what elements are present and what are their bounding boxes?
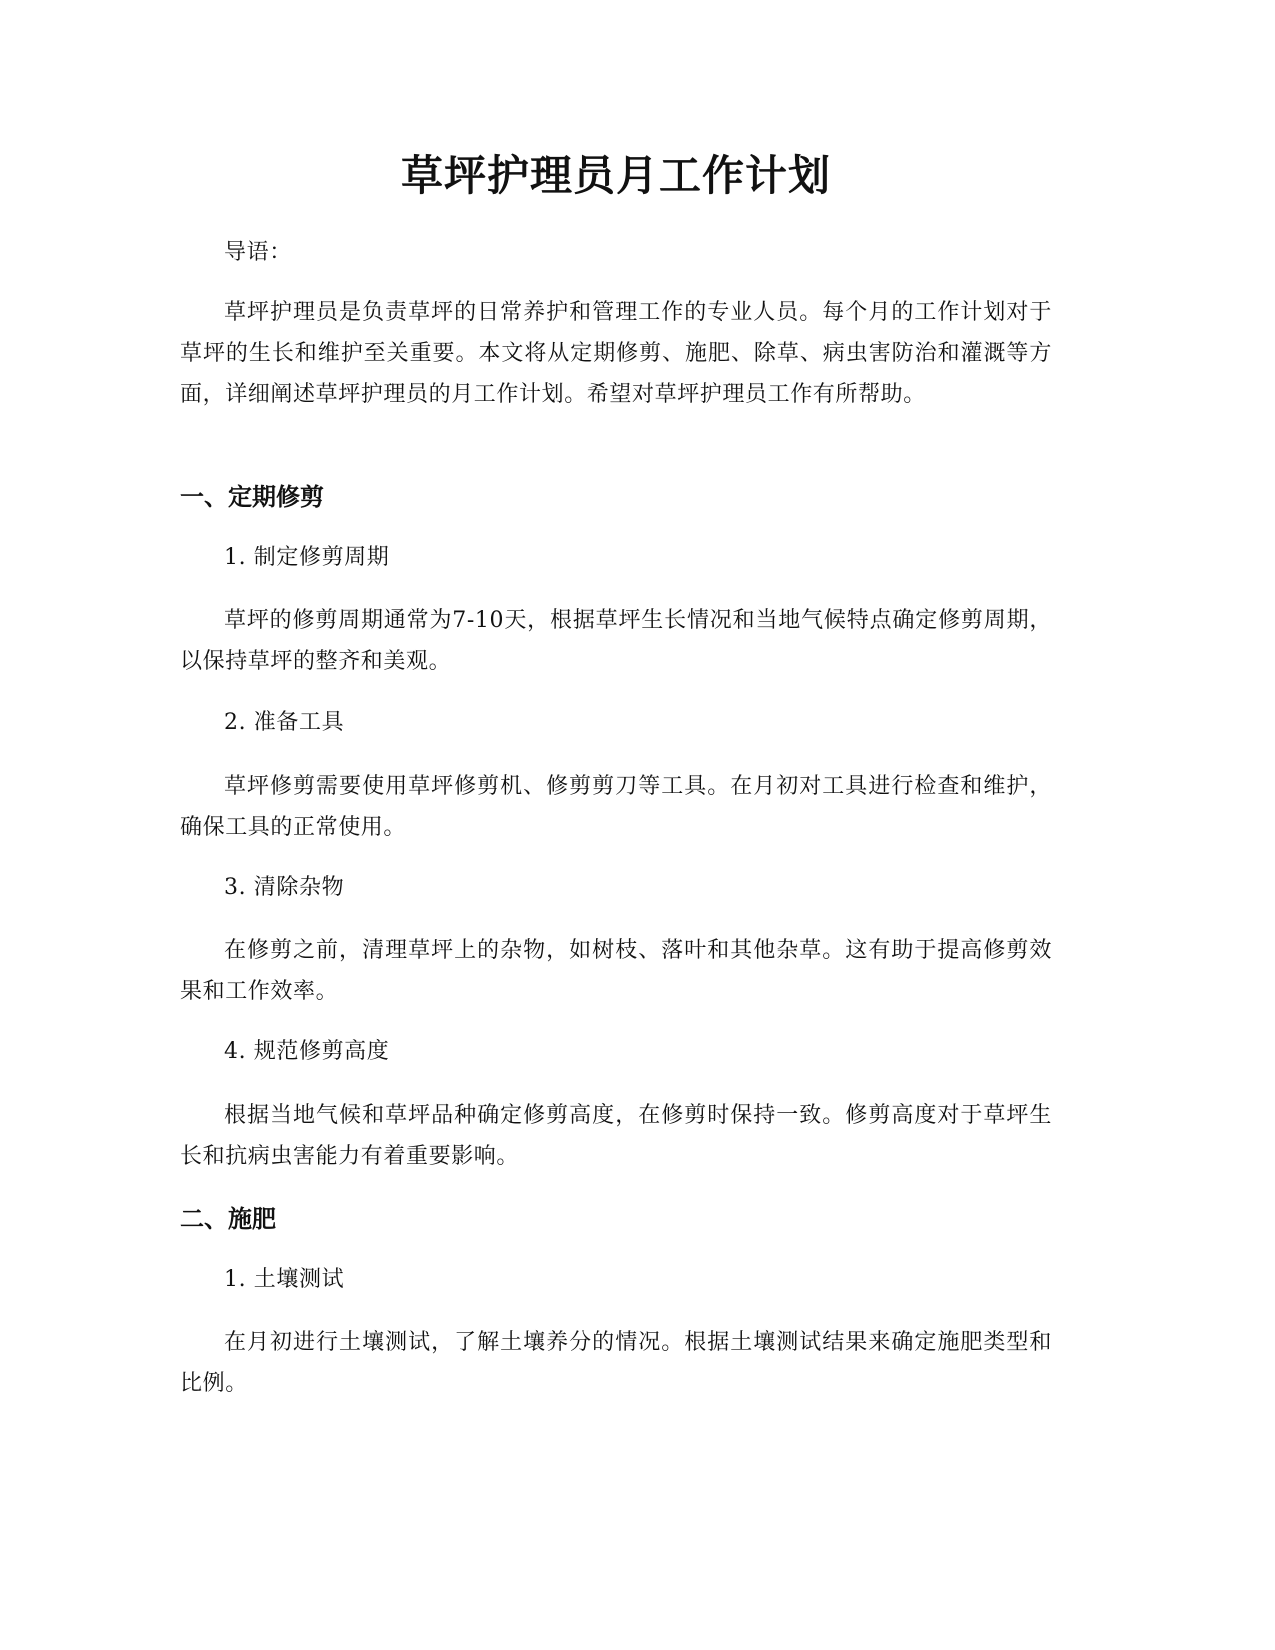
intro-paragraph: 草坪护理员是负责草坪的日常养护和管理工作的专业人员。每个月的工作计划对于草坪的生长和维护至关重要。本文将从定期修剪、施肥、除草、病虫害防治和灌溉等方面，详细阐述草坪护理员的月工作计划。希望对草坪护理员工作有所帮助。 [180, 300, 1052, 407]
subheading-mowing-height: 4. 规范修剪高度 [224, 1039, 390, 1064]
subheading-clear-debris: 3. 清除杂物 [224, 875, 345, 900]
intro-label: 导语： [224, 240, 292, 265]
subheading-prepare-tools: 2. 准备工具 [224, 710, 345, 735]
paragraph-soil-test: 在月初进行土壤测试，了解土壤养分的情况。根据土壤测试结果来确定施肥类型和比例。 [180, 1330, 1052, 1396]
paragraph-prepare-tools: 草坪修剪需要使用草坪修剪机、修剪剪刀等工具。在月初对工具进行检查和维护，确保工具的正常使用。 [180, 774, 1052, 840]
paragraph-pruning-cycle: 草坪的修剪周期通常为7-10天，根据草坪生长情况和当地气候特点确定修剪周期，以保持草坪的整齐和美观。 [180, 608, 1052, 674]
paragraph-mowing-height: 根据当地气候和草坪品种确定修剪高度，在修剪时保持一致。修剪高度对于草坪生长和抗病虫害能力有着重要影响。 [180, 1103, 1052, 1169]
section-heading-pruning: 一、定期修剪 [180, 483, 324, 511]
section-heading-fertilizing: 二、施肥 [180, 1205, 276, 1233]
paragraph-clear-debris: 在修剪之前，清理草坪上的杂物，如树枝、落叶和其他杂草。这有助于提高修剪效果和工作效率。 [180, 938, 1052, 1004]
document-title: 草坪护理员月工作计划 [400, 151, 831, 200]
subheading-soil-test: 1. 土壤测试 [224, 1267, 345, 1292]
subheading-pruning-cycle: 1. 制定修剪周期 [224, 545, 390, 570]
